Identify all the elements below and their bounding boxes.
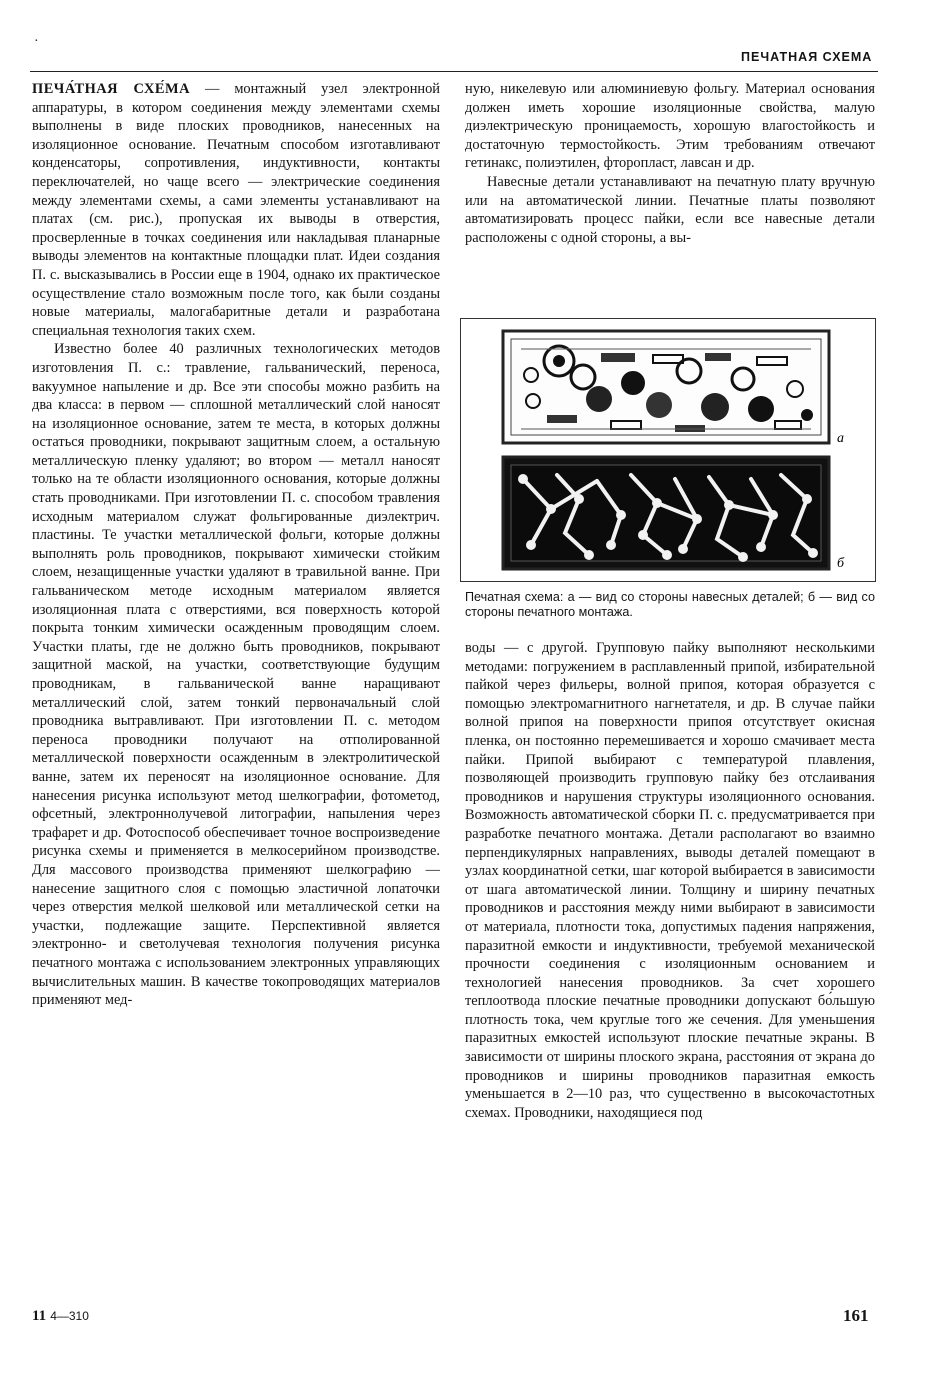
- right-paragraph-2: Навесные детали устанавливают на печатную плату вручную или на автоматической линии. Печатные платы позволяют автоматизировать процесс пайки, если все навесные детали расположены с одной стороны, а вы-: [465, 173, 875, 246]
- right-paragraph-1: ную, никелевую или алюминиевую фольгу. Материал основания должен иметь хорошие изоляционные свойства, малую диэлектрическую проницаемость, хорошую влагостойкость и достаточную термостойкость. Этим требованиям отвечают гетинакс, полиэтилен, фторопласт, лавсан и др.: [465, 81, 875, 172]
- article-definition: — монтажный узел электронной аппаратуры, в котором соединения между элементами схемы выполнены в виде плоских проводников, нанесенных на изоляционное основание. Печатным способом изготавливают конденсаторы, сопротивления, индуктивности, контакты переключателей, но чаще всего — электрические соединения между элементами схемы, а сами элементы устанавливают на платах (см. рис.), пропуская их выводы в отверстия, просверленные в точках соединения или накладывая планарные выводы элементов на контактные площадки плат. Идеи создания П. с. высказывались в России еще в 1904, однако их практическое осуществление стало возможным после того, как были созданы новые материалы, малогабаритные детали и разработана специальная технология таких схем.: [32, 81, 440, 339]
- figure-caption: Печатная схема: а — вид со стороны навесных деталей; б — вид со стороны печатного монтажа.: [465, 590, 875, 619]
- component-side-board: [503, 331, 829, 443]
- article-paragraph-2: Известно более 40 различных технологических методов изготовления П. с.: травление, гальванический, переноса, вакуумное напыление и др. Все эти способы можно разбить на два класса: в первом — сплошной металлический слой наносят на изоляционное основание, затем те места, в которых должны остаться проводники, покрывают защитным слоем, а остальную металлическую пленку удаляют; во втором — металл наносят только на те области изоляционного основания, которые должны стать проводниками. При изготовлении П. с. способом травления исходным материалом служат фольгированные диэлектрич. пластины. Те участки металлической фольги, которые должны выполнять роль проводников, покрывают химически стойким слоем, незащищенные участки удаляют в травильной ванне. При гальваническом методе исходным материалом является изоляционная плата с отверстиями, вся поверхность которой покрыта тонким химически осажденным проводящим слоем. Участки платы, где не должно быть проводников, покрывают защитной маской, на участки, соответствующие будущим проводникам, в гальванической ванне наращивают металлический слой, затем тонкий первоначальный слой проводника вытравливают. При изготовлении П. с. методом переноса проводники получают на отполированной металлической поверхности осажденным в электролитической ванне, затем их переносят на изоляционное основание. Для нанесения рисунка используют метод шелкографии, фотометод, офсетный, электроннолучевой литографии, напыления через трафарет и др. Фотоспособ обеспечивает точное воспроизведение рисунка схемы и применяется в мелкосерийном производстве. Для массового производства применяют шелкографию — нанесение защитного слоя с помощью эластичной лопаточки через отверстия мелкой шелковой или металлической сетки на участки, подлежащие защите. Перспективной является электронно- и светолучевая технология получения рисунка печатного монтажа с использованием электронных управляющих вычислительных машин. В качестве токопроводящих материалов применяют мед-: [32, 341, 440, 1009]
- figure-printed-circuit: [460, 318, 876, 582]
- left-column: [32, 80, 440, 1294]
- signature-code: 4—310: [50, 1309, 89, 1323]
- panel-label-b: б: [837, 556, 845, 571]
- signature-mark: [32, 1308, 89, 1325]
- wiring-side-board: [503, 457, 829, 569]
- stray-mark: ·: [34, 34, 39, 49]
- running-head: ПЕЧАТНАЯ СХЕМА: [741, 50, 873, 64]
- right-column-bottom: [465, 639, 875, 1297]
- header-rule: [30, 71, 878, 72]
- right-column-top: [465, 80, 875, 306]
- signature-number: 11: [32, 1308, 47, 1324]
- figure-illustration: [461, 319, 875, 581]
- right-paragraph-3: воды — с другой. Групповую пайку выполняют несколькими методами: погружением в расплавленный припой, избирательной пайкой через фильеры, волной припоя, которая образуется с помощью электромагнитного нагнетателя, и др. В случае пайки волной припоя на поверхности припоя отсутствует окисная пленка, он постоянно перемешивается и хорошо смачивает места пайки. Припой выбирают с температурой плавления, позволяющей производить групповую пайку без отслаивания проводников и нарушения структуры изоляционного основания. Возможность автоматической сборки П. с. предусматривается при разработке печатного монтажа. Детали располагают во взаимно перпендикулярных направлениях, выводы деталей помещают в узлах координатной сетки, шаг которой выбирается в зависимости от шага автоматической линии. Толщину и ширину печатных проводников и расстояния между ними выбирают в зависимости от материала, плотности тока, допустимых падения напряжения, паразитной емкости и индуктивности, требуемой механической прочности соединения с изоляционным основанием и технологией нанесения проводников. За счет хорошего теплоотвода плоские печатные проводники допускают бо́льшую плотность тока, чем круглые того же сечения. Для уменьшения паразитных емкостей используют плоские печатные экраны. В зависимости от ширины плоского экрана, расстояния от экрана до проводников и ширины проводников паразитная емкость уменьшается в 2—10 раз, что существенно в высокочастотных схемах. Проводники, находящиеся под: [465, 640, 875, 1121]
- page-number: 161: [843, 1306, 869, 1325]
- article-term: ПЕЧА́ТНАЯ СХЕ́МА: [32, 81, 190, 97]
- panel-label-a: а: [837, 431, 844, 446]
- article-paragraph-1: [32, 80, 440, 340]
